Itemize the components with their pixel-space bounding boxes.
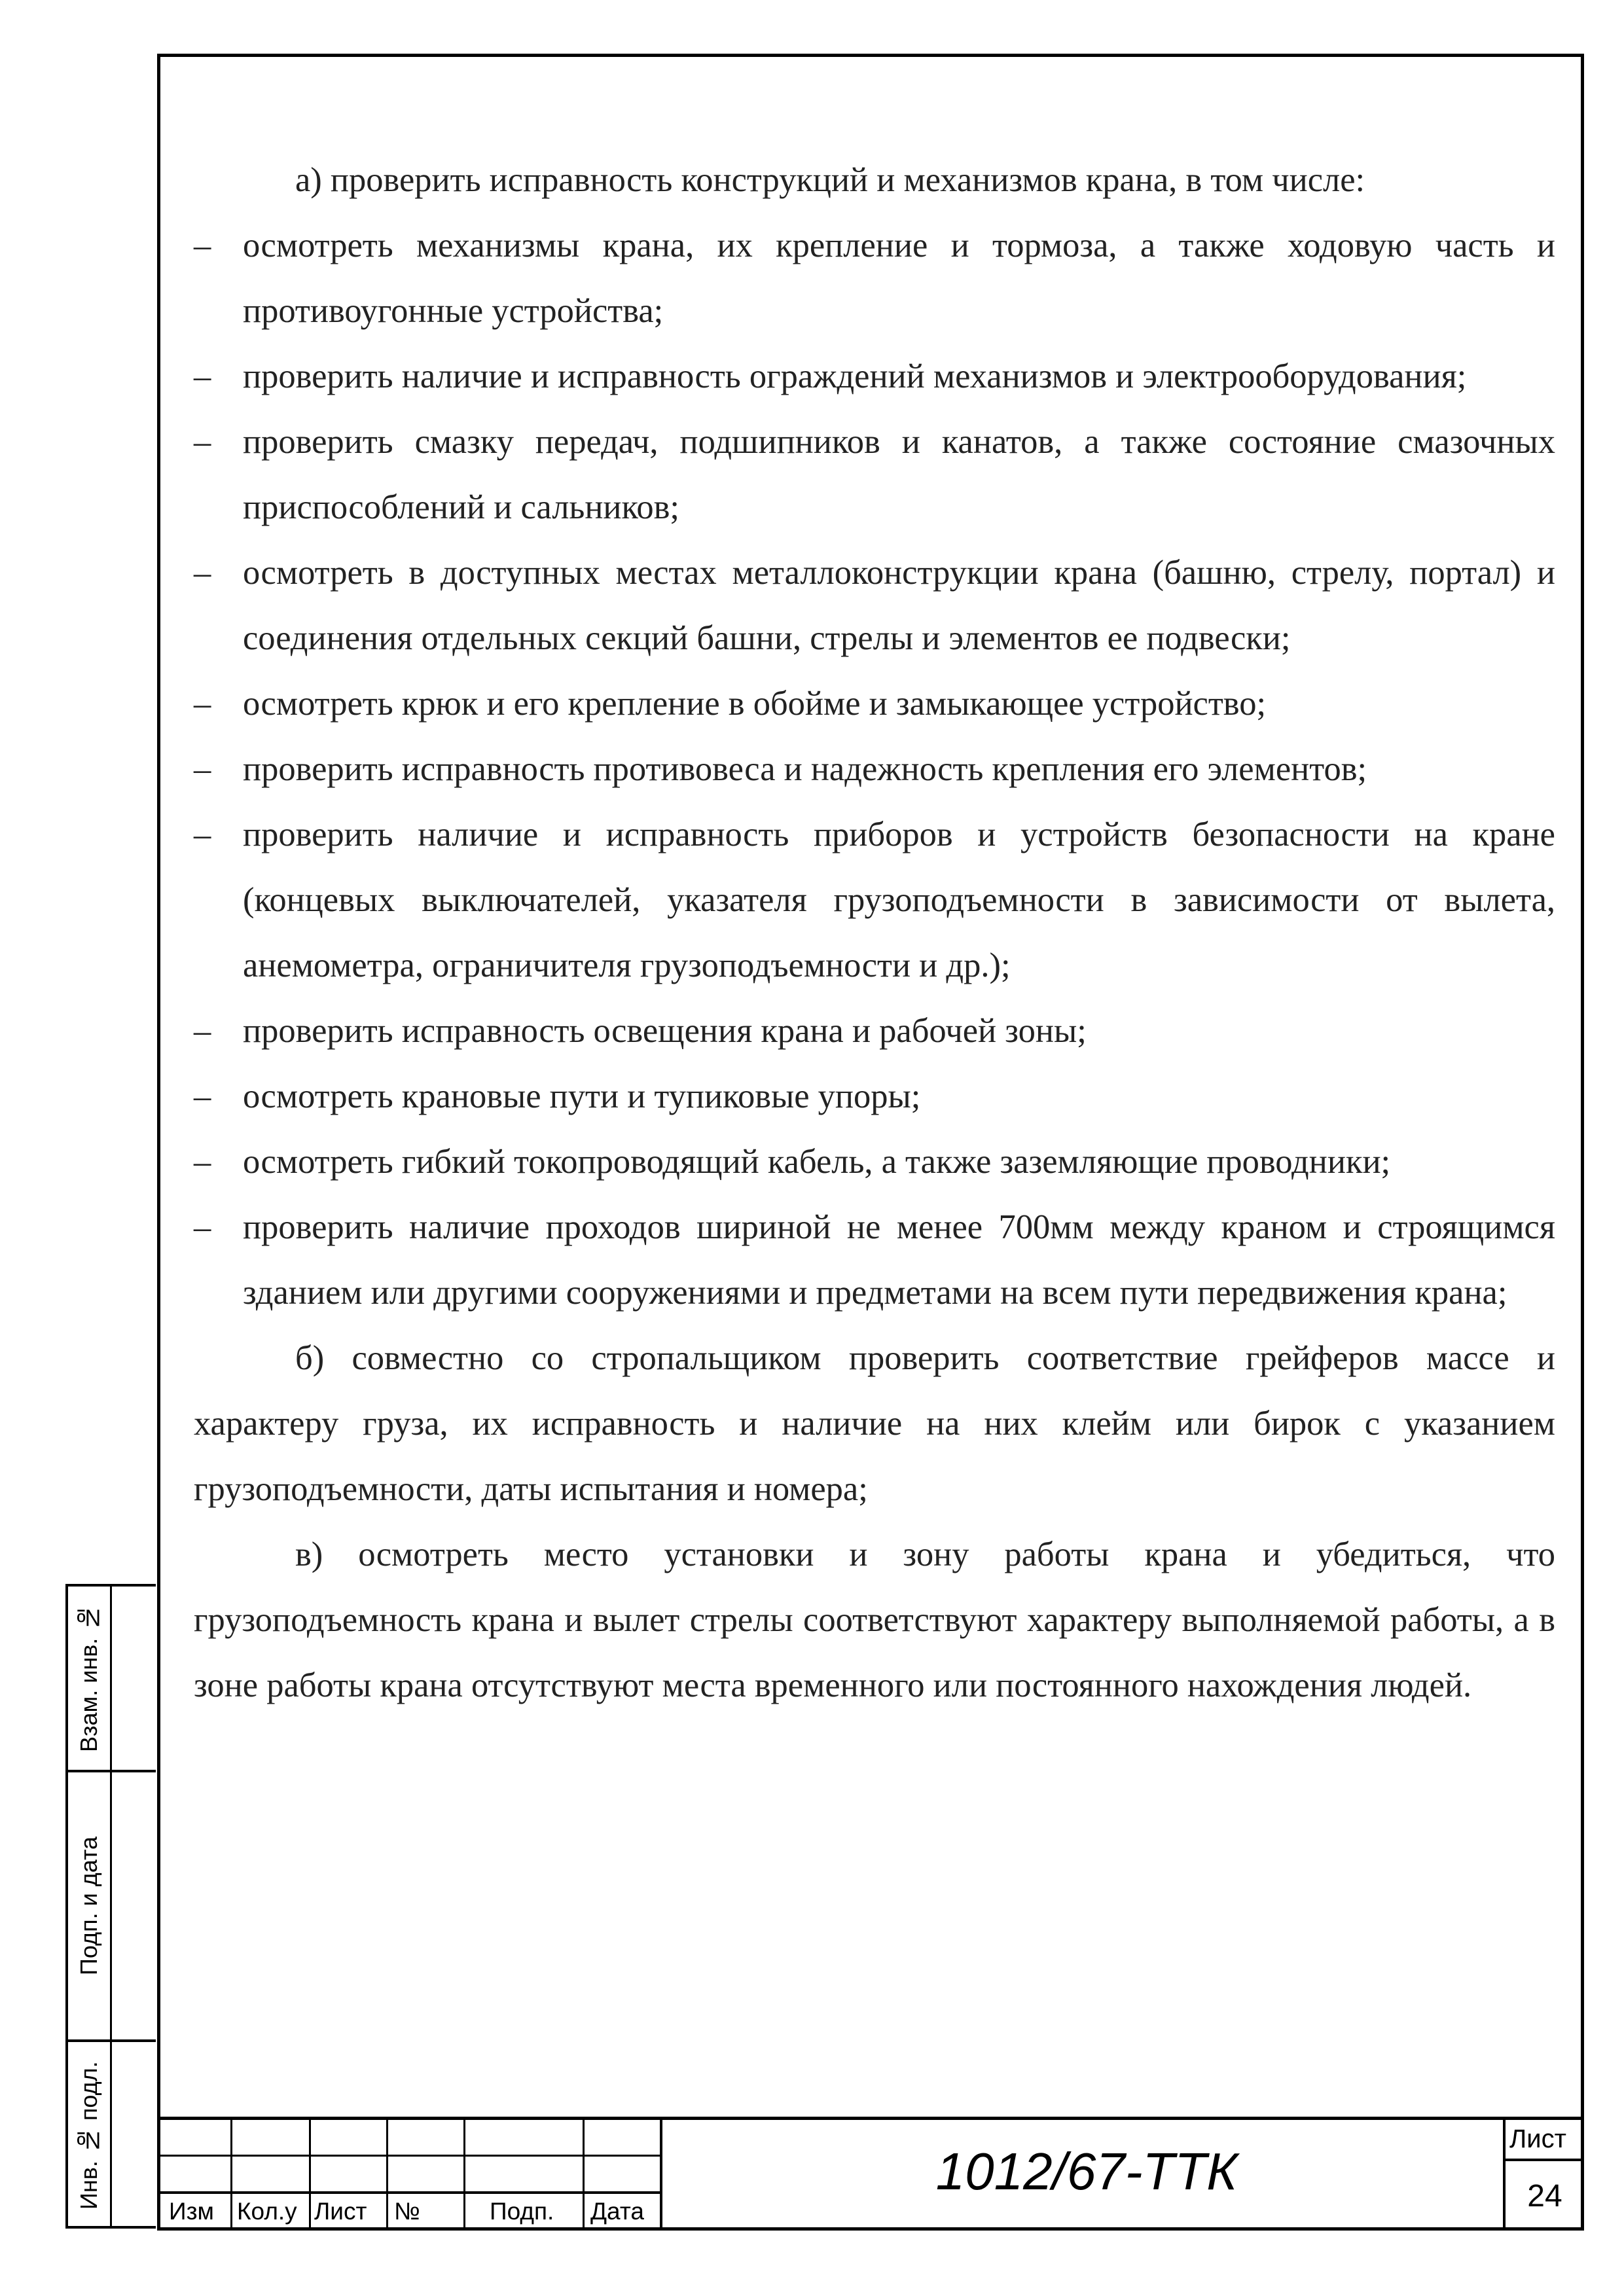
- title-block-col-podp: Подп.: [490, 2198, 554, 2225]
- list-item: [194, 344, 1555, 409]
- title-block-col-data: Дата: [590, 2198, 644, 2225]
- list-item: [194, 802, 1555, 998]
- dash-marker: –: [194, 357, 211, 395]
- list-item-text: осмотреть крюк и его крепление в обойме и замыкающее устройство;: [243, 685, 1267, 723]
- list-item-text: проверить исправность освещения крана и рабочей зоны;: [243, 1012, 1087, 1050]
- sheet-label: Лист: [1509, 2125, 1566, 2153]
- title-block-col-kol: Кол.у: [237, 2198, 297, 2225]
- side-label-vzam-inv: Взам. инв. №: [75, 1604, 102, 1752]
- dash-marker: –: [194, 750, 211, 788]
- side-stamp-divider: [110, 1587, 112, 2226]
- list-item-text: осмотреть крановые пути и тупиковые упоры;: [243, 1077, 921, 1115]
- dash-marker: –: [194, 423, 211, 461]
- list-item-text: проверить наличие и исправность приборов и устройств безопасности на кране (концевых выключателей, указателя грузоподъемности в зависимости от вылета, анемометра, ограничителя грузоподъемности и др.);: [243, 816, 1555, 984]
- list-item-text: проверить смазку передач, подшипников и канатов, а также состояние смазочных приспособлений и сальников;: [243, 423, 1555, 526]
- title-block-col-num: №: [394, 2198, 420, 2225]
- list-item-text: проверить наличие проходов шириной не менее 700мм между краном и строящимся зданием или другими сооружениями и предметами на всем пути передвижения крана;: [243, 1208, 1555, 1312]
- list-item: [194, 1194, 1555, 1325]
- paragraph-c: в) осмотреть место установки и зону работы крана и убедиться, что грузоподъемность крана и вылет стрелы соответствуют характеру выполняемой работы, а в зоне работы крана отсутствуют места временного или постоянного нахождения людей.: [194, 1535, 1555, 1704]
- paragraph-a: а) проверить исправность конструкций и механизмов крана, в том числе:: [295, 161, 1365, 199]
- dash-marker: –: [194, 226, 211, 264]
- title-block-row-line: [1503, 2159, 1584, 2161]
- list-item-text: осмотреть механизмы крана, их крепление и тормоза, а также ходовую часть и противоугонные устройства;: [243, 226, 1555, 330]
- title-block-col-line: [463, 2117, 465, 2231]
- list-item-text: проверить наличие и исправность ограждений механизмов и электрооборудования;: [243, 357, 1467, 395]
- list-item: [194, 671, 1555, 736]
- title-block-row-line: [157, 2191, 661, 2194]
- title-block-row-line: [157, 2155, 661, 2157]
- title-block-col-line: [230, 2117, 232, 2231]
- document-code: 1012/67-ТТК: [935, 2142, 1238, 2200]
- list-item: [194, 998, 1555, 1064]
- document-body: [194, 147, 1555, 1718]
- dash-marker: –: [194, 554, 211, 592]
- title-block-top-border: [157, 2117, 1584, 2120]
- paragraph-b: б) совместно со стропальщиком проверить соответствие грейферов массе и характеру груза, их исправность и наличие на них клейм или бирок с указанием грузоподъемности, даты испытания и номера;: [194, 1339, 1555, 1508]
- title-block-col-list: Лист: [314, 2198, 367, 2225]
- dash-marker: –: [194, 1208, 211, 1246]
- list-item: [194, 1064, 1555, 1129]
- dash-marker: –: [194, 1077, 211, 1115]
- list-item-text: осмотреть гибкий токопроводящий кабель, а также заземляющие проводники;: [243, 1143, 1391, 1181]
- list-item-text: проверить исправность противовеса и надежность крепления его элементов;: [243, 750, 1367, 788]
- list-item: [194, 409, 1555, 540]
- dash-marker: –: [194, 1012, 211, 1050]
- list-item: [194, 1129, 1555, 1194]
- title-block-col-line: [309, 2117, 311, 2231]
- title-block-col-line: [386, 2117, 388, 2231]
- title-block: [157, 2117, 1584, 2231]
- list-item: [194, 213, 1555, 344]
- dash-marker: –: [194, 816, 211, 853]
- title-block-col-izm: Изм: [169, 2198, 214, 2225]
- dash-marker: –: [194, 685, 211, 723]
- sheet-number: 24: [1527, 2179, 1562, 2214]
- side-stamp: [65, 1584, 156, 2229]
- checklist: [194, 213, 1555, 1325]
- title-block-col-line: [583, 2117, 585, 2231]
- list-item-text: осмотреть в доступных местах металлоконструкции крана (башню, стрелу, портал) и соединения отдельных секций башни, стрелы и элементов ее подвески;: [243, 554, 1555, 657]
- dash-marker: –: [194, 1143, 211, 1181]
- list-item: [194, 540, 1555, 671]
- side-label-podp-data: Подп. и дата: [75, 1836, 102, 1976]
- list-item: [194, 736, 1555, 802]
- side-label-inv-podl: Инв. № подл.: [75, 2061, 102, 2210]
